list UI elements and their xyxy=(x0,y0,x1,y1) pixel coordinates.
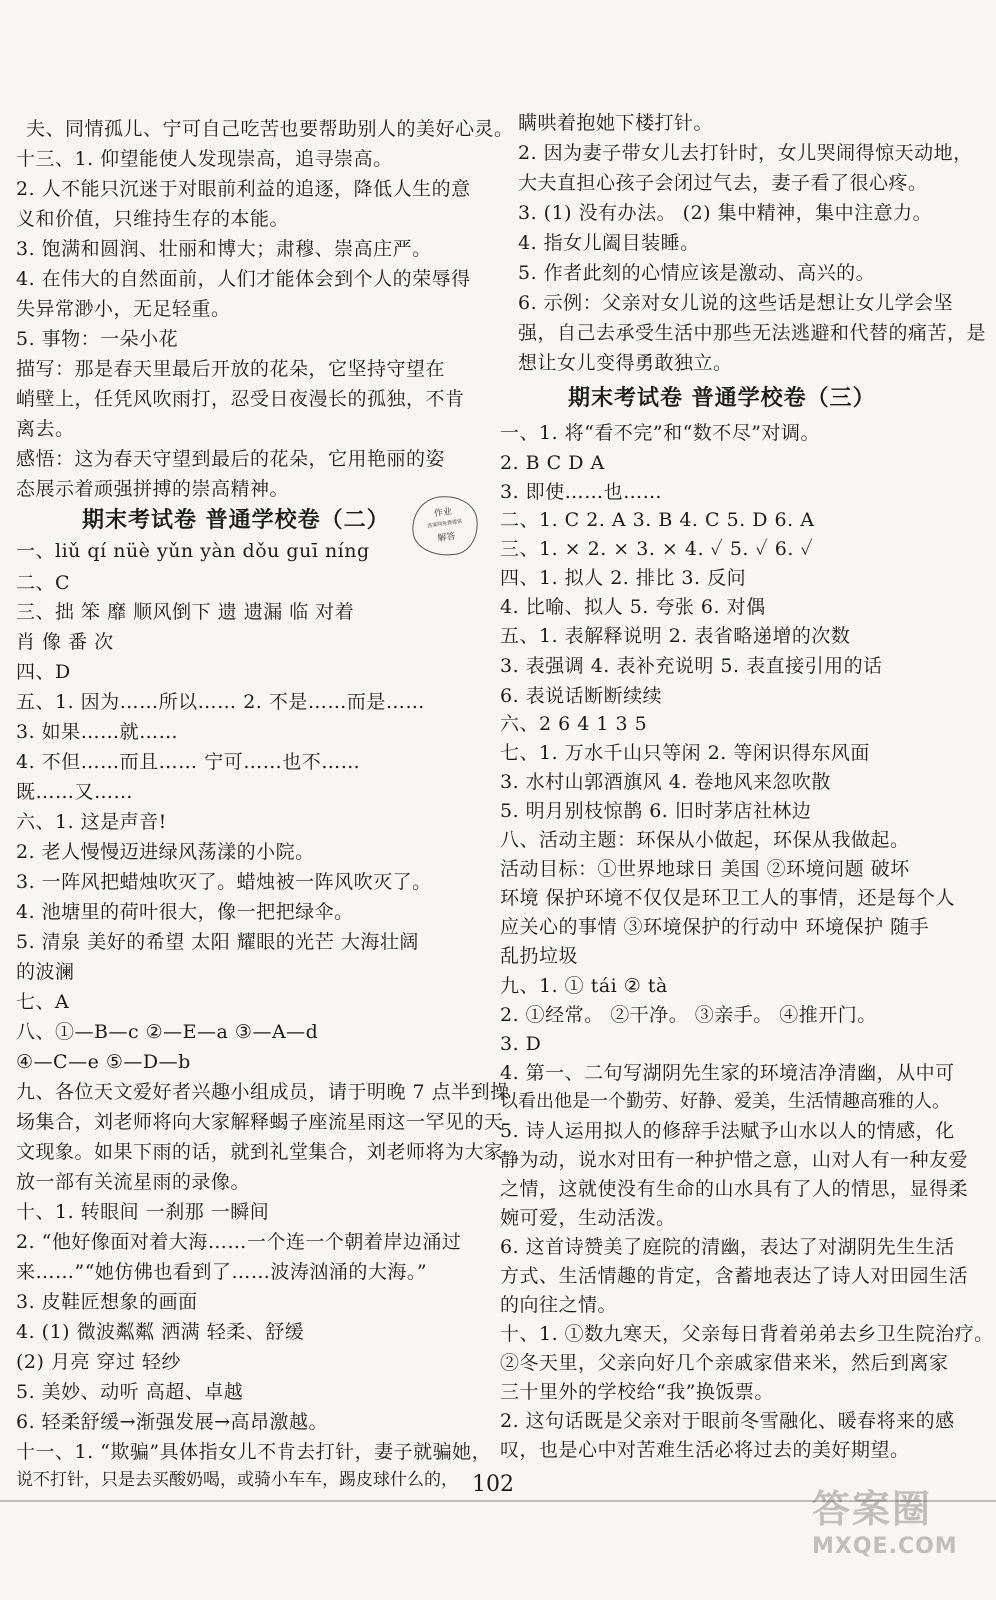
text-line: 4. 在伟大的自然面前，人们才能体会到个人的荣辱得 xyxy=(16,268,471,290)
stamp-text: 答案网免费提供 xyxy=(426,518,463,530)
text-line: 八、①—B—c ②—E—a ③—A—d xyxy=(16,1021,319,1043)
text-line: 想让女儿变得勇敢独立。 xyxy=(518,352,733,374)
text-line: 十、1. ①数九寒天，父亲每日背着弟弟去乡卫生院治疗。 xyxy=(500,1323,994,1345)
text-line: 应关心的事情 ③环境保护的行动中 环境保护 随手 xyxy=(500,916,930,938)
text-line: 方式、生活情趣的肯定，含蓄地表达了诗人对田园生活 xyxy=(500,1265,969,1287)
text-line: 2. 这句话既是父亲对于眼前冬雪融化、暖春将来的感 xyxy=(500,1410,955,1432)
text-line: 肖 像 番 次 xyxy=(16,631,114,653)
text-line: 四、D xyxy=(16,661,71,683)
text-line: 的向往之情。 xyxy=(500,1294,618,1316)
text-line: 3. D xyxy=(500,1033,542,1055)
page-number: 102 xyxy=(472,1472,514,1497)
text-line: 既……又…… xyxy=(16,781,134,803)
text-line: ②冬天里，父亲向好几个亲戚家借来米，然后到离家 xyxy=(500,1352,949,1374)
text-line: 4. 第一、二句写湖阴先生家的环境洁净清幽，从中可 xyxy=(500,1062,955,1084)
text-line: 态展示着顽强拼搏的崇高精神。 xyxy=(16,478,290,500)
text-line: 5. 明月别枝惊鹊 6. 旧时茅店社林边 xyxy=(500,800,812,822)
text-line: 十一、1. “欺骗”具体指女儿不肯去打针，妻子就骗她， xyxy=(16,1441,492,1463)
text-line: 4. 池塘里的荷叶很大，像一把把绿伞。 xyxy=(16,901,354,923)
text-line: 一、1. 将“看不完”和“数不尽”对调。 xyxy=(500,422,821,444)
text-line: 强，自己去承受生活中那些无法逃避和代替的痛苦，是 xyxy=(518,322,987,344)
text-line: 瞒哄着抱她下楼打针。 xyxy=(518,112,714,134)
text-line: 3. 一阵风把蜡烛吹灭了。蜡烛被一阵风吹灭了。 xyxy=(16,871,432,893)
stamp-text: 解答 xyxy=(437,531,457,545)
text-line: 九、各位天文爱好者兴趣小组成员，请于明晚 7 点半到操 xyxy=(16,1081,510,1103)
stamp-text: 作业 xyxy=(433,506,453,520)
text-line: 以看出他是一个勤劳、好静、爱美，生活情趣高雅的人。 xyxy=(500,1091,950,1112)
text-line: 乱扔垃圾 xyxy=(500,945,579,967)
text-line: 2. 老人慢慢迈进绿风荡漾的小院。 xyxy=(16,841,315,863)
text-line: 五、1. 表解释说明 2. 表省略递增的次数 xyxy=(500,625,851,647)
text-line: 2. 因为妻子带女儿去打针时，女儿哭闹得惊天动地， xyxy=(518,142,973,164)
text-line: 3. 饱满和圆润、壮丽和博大；肃穆、崇高庄严。 xyxy=(16,238,432,260)
text-line: 环境 保护环境不仅仅是环卫工人的事情，还是每个人 xyxy=(500,887,956,909)
text-line: 2. 人不能只沉迷于对眼前利益的追逐，降低人生的意 xyxy=(16,178,471,200)
text-line: 十、1. 转眼间 一刹那 一瞬间 xyxy=(16,1201,270,1223)
text-line: 峭壁上，任凭风吹雨打，忍受日夜漫长的孤独，不肯 xyxy=(16,388,465,410)
text-line: 二、C xyxy=(16,572,71,594)
text-line: 三、1. × 2. × 3. × 4. ✓ 5. ✓ 6. ✓ xyxy=(500,538,814,560)
text-line: 三、拙 笨 靡 顺风倒下 遗 遗漏 临 对着 xyxy=(16,601,355,623)
text-line: 5. 诗人运用拟人的修辞手法赋予山水以人的情感，化 xyxy=(500,1120,955,1142)
text-line: 场集合，刘老师将向大家解释蝎子座流星雨这一罕见的天 xyxy=(16,1111,504,1133)
text-line: 静为动，说水对田有一种护惜之意，山对人有一种友爱 xyxy=(500,1149,969,1171)
text-line: 说不打针，只是去买酸奶喝，或骑小车车，踢皮球什么的， xyxy=(16,1470,458,1490)
text-line: 3. 即使……也…… xyxy=(500,481,663,503)
text-line: 4. (1) 微波粼粼 洒满 轻柔、舒缓 xyxy=(16,1321,305,1343)
text-line: 六、1. 这是声音! xyxy=(16,811,167,833)
text-line: 三十里外的学校给“我”换饭票。 xyxy=(500,1381,774,1403)
text-line: 七、1. 万水千山只等闲 2. 等闲识得东风面 xyxy=(500,742,870,764)
text-line: 5. 美妙、动听 高超、卓越 xyxy=(16,1381,244,1403)
text-line: 大夫直担心孩子会闭过气去，妻子看了很心疼。 xyxy=(518,172,928,194)
text-line: 6. 这首诗赞美了庭院的清幽，表达了对湖阴先生生活 xyxy=(500,1236,955,1258)
text-line: 夫、同情孤儿、宁可自己吃苦也要帮助别人的美好心灵。 xyxy=(26,118,514,140)
text-line: 二、1. C 2. A 3. B 4. C 5. D 6. A xyxy=(500,509,815,531)
text-line: 5. 事物：一朵小花 xyxy=(16,328,179,350)
text-line: 3. (1) 没有办法。 (2) 集中精神，集中注意力。 xyxy=(518,202,933,224)
text-line: 3. 表强调 4. 表补充说明 5. 表直接引用的话 xyxy=(500,655,883,677)
text-line: 2. B C D A xyxy=(500,452,605,474)
text-line: 叹，也是心中对苦难生活必将过去的美好期望。 xyxy=(500,1439,910,1461)
text-line: 描写：那是春天里最后开放的花朵，它坚持守望在 xyxy=(16,358,446,380)
text-line: 四、1. 拟人 2. 排比 3. 反问 xyxy=(500,567,747,589)
text-line: 3. 如果……就…… xyxy=(16,721,179,743)
text-line: 来……”“她仿佛也看到了……波涛汹涌的大海。” xyxy=(16,1261,428,1283)
text-line: 6. 表说话断断续续 xyxy=(500,685,663,707)
text-line: 之情，这就使没有生命的山水具有了人的情思，显得柔 xyxy=(500,1178,969,1200)
text-line: ④—C—e ⑤—D—b xyxy=(16,1051,191,1073)
text-line: 五、1. 因为……所以…… 2. 不是……而是…… xyxy=(16,691,425,713)
stamp-seal xyxy=(408,492,482,561)
text-line: 4. 不但……而且…… 宁可……也不…… xyxy=(16,751,361,773)
text-line: 活动目标：①世界地球日 美国 ②环境问题 破坏 xyxy=(500,858,910,880)
text-line: 八、活动主题：环保从小做起，环保从我做起。 xyxy=(500,829,910,851)
text-line: 4. 比喻、拟人 5. 夸张 6. 对偶 xyxy=(500,596,766,618)
text-line: 感悟：这为春天守望到最后的花朵，它用艳丽的姿 xyxy=(16,448,446,470)
text-line: 6. 轻柔舒缓→渐强发展→高昂激越。 xyxy=(16,1411,329,1433)
text-line: 6. 示例：父亲对女儿说的这些话是想让女儿学会坚 xyxy=(518,292,954,314)
text-line: 3. 水村山郭酒旗风 4. 卷地风来忽吹散 xyxy=(500,771,831,793)
text-line: 六、2 6 4 1 3 5 xyxy=(500,713,648,735)
text-line: 5. 作者此刻的心情应该是激动、高兴的。 xyxy=(518,262,876,284)
text-line: 七、A xyxy=(16,991,70,1013)
text-line: 的波澜 xyxy=(16,961,75,983)
text-line: 文现象。如果下雨的话，就到礼堂集合，刘老师将为大家 xyxy=(16,1141,504,1163)
text-line: 义和价值，只维持生存的本能。 xyxy=(16,208,290,230)
section-title: 期末考试卷 普通学校卷（二） xyxy=(82,508,390,533)
text-line: 3. 皮鞋匠想象的画面 xyxy=(16,1291,198,1313)
watermark-url: MXQE.COM xyxy=(812,1534,958,1559)
text-line: 九、1. ① tái ② tà xyxy=(500,975,668,997)
text-line: 4. 指女儿阖目装睡。 xyxy=(518,232,700,254)
text-line: 2. “他好像面对着大海……一个连一个朝着岸边涌过 xyxy=(16,1231,462,1253)
text-line: (2) 月亮 穿过 轻纱 xyxy=(16,1351,182,1373)
text-line: 失异常渺小，无足轻重。 xyxy=(16,298,231,320)
text-line: 放一部有关流星雨的录像。 xyxy=(16,1171,251,1193)
text-line: 5. 清泉 美好的希望 太阳 耀眼的光芒 大海壮阔 xyxy=(16,931,419,953)
text-line: 一、liǔ qí nüè yǔn yàn dǒu guī níng xyxy=(16,540,370,562)
text-line: 离去。 xyxy=(16,418,75,440)
text-line: 十三、1. 仰望能使人发现崇高，追寻崇高。 xyxy=(16,148,393,170)
text-line: 婉可爱，生动活泼。 xyxy=(500,1207,676,1229)
section-title: 期末考试卷 普通学校卷（三） xyxy=(568,386,876,411)
watermark-logo: 答案圈 xyxy=(812,1487,933,1531)
text-line: 2. ①经常。 ②干净。 ③亲手。 ④推开门。 xyxy=(500,1004,877,1026)
